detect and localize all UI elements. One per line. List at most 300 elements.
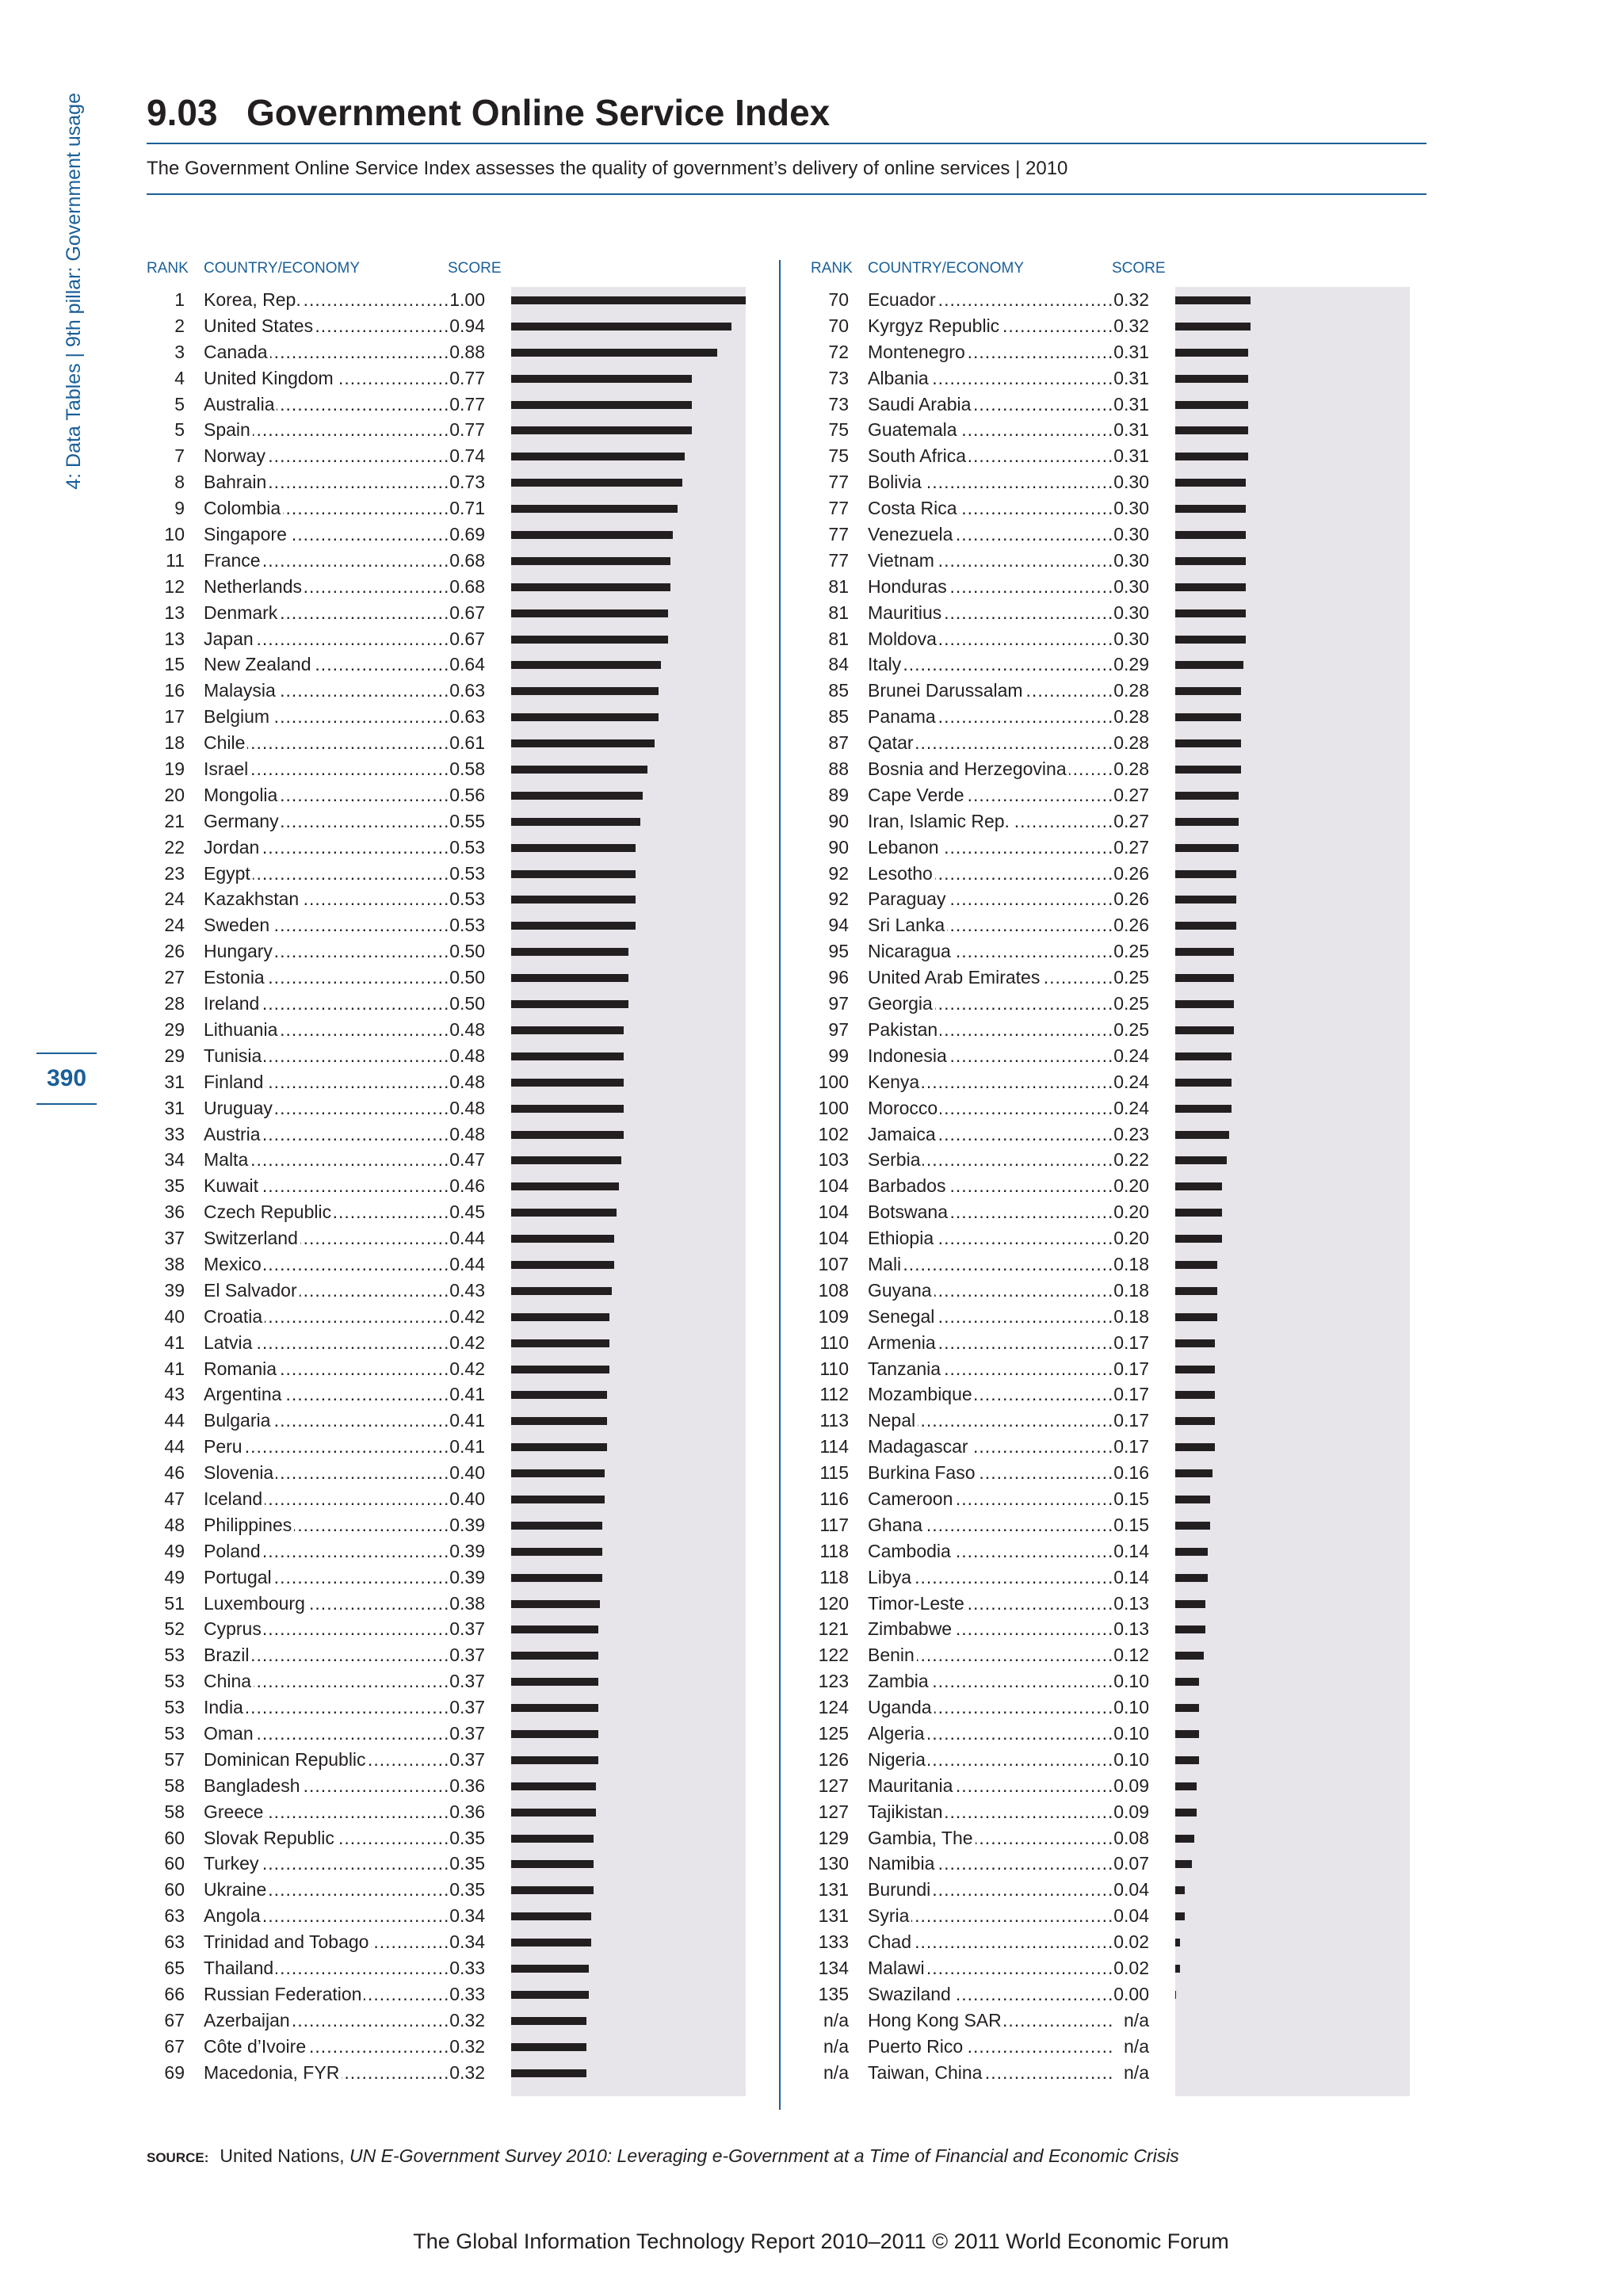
country-name: Portugal [204,1567,274,1587]
score-bar [511,1156,621,1164]
rank-cell: 85 [828,680,849,701]
country-cell [868,938,1148,965]
rank-cell: 113 [819,1410,849,1431]
country-name: Lesotho [868,863,935,884]
country-cell [204,574,483,600]
score-cell: 0.48 [448,1095,485,1121]
rank-cell: 60 [164,1827,185,1848]
score-bar [1175,713,1241,721]
table-row [811,1199,1413,1225]
score-cell: 0.17 [1112,1356,1149,1382]
score-cell: 0.17 [1112,1408,1149,1434]
score-bar [1175,375,1248,383]
rank-cell: 28 [164,993,185,1014]
score-bar [511,1443,607,1451]
score-bar [511,531,673,539]
country-cell [204,1121,483,1148]
column-divider [779,260,781,2110]
score-cell: 0.41 [448,1408,485,1434]
table-row [811,756,1413,782]
table-row [147,1929,749,1955]
score-cell: 0.29 [1112,651,1149,678]
score-bar [511,687,659,695]
rank-cell: 127 [818,1775,849,1796]
score-bar [1175,583,1246,591]
country-name: Morocco [868,1098,940,1118]
page-header [147,89,1426,195]
country-cell [204,469,483,495]
score-bar [511,1209,617,1217]
score-cell: 0.53 [448,912,485,938]
table-row [147,730,749,756]
country-name: Bahrain [204,472,269,492]
country-name: Mozambique [868,1384,975,1404]
table-row [147,1381,749,1408]
rank-cell: 112 [819,1384,849,1405]
rank-cell: 100 [818,1097,849,1118]
country-cell [204,886,483,912]
rank-cell: 63 [164,1905,185,1927]
country-cell [868,1747,1148,1773]
rank-cell: 125 [818,1722,849,1744]
page-subtitle: The Government Online Service Index assesses the quality of government’s delivery of online services | 2010 [147,158,1068,179]
country-cell [204,912,483,938]
rank-cell: 49 [164,1540,185,1561]
score-cell: 0.27 [1112,808,1149,835]
rank-cell: 110 [819,1331,849,1353]
table-row [811,1538,1413,1564]
country-name: Oman [204,1723,256,1744]
score-bar [1175,974,1234,982]
score-bar [511,713,659,721]
country-name: Lithuania [204,1019,280,1040]
country-name: Iran, Islamic Rep. [868,811,1012,831]
country-name: Qatar [868,732,916,753]
country-name: Colombia [204,498,283,518]
table-row [147,287,749,313]
country-cell [204,626,483,652]
country-cell [204,678,483,704]
country-name: Brunei Darussalam [868,680,1025,701]
country-name: Argentina [204,1384,284,1404]
score-bar [511,1105,624,1113]
rank-cell: 133 [818,1931,849,1953]
rank-cell: 11 [166,549,185,571]
country-name: Germany [204,811,281,831]
score-bar [1175,1261,1217,1269]
country-cell [868,521,1148,548]
score-bar [511,349,717,357]
country-name: Bulgaria [204,1410,273,1431]
score-cell: 0.77 [448,417,485,443]
rank-cell: 46 [164,1462,185,1484]
score-cell: 0.35 [448,1825,485,1851]
table-row [811,469,1413,495]
country-name: Israel [204,758,250,779]
country-name: Chad [868,1931,914,1952]
rank-cell: 5 [174,393,185,415]
country-name: Italy [868,654,903,674]
rank-cell: 77 [828,498,849,519]
table-row [811,1095,1413,1121]
table-column-left [147,255,804,2096]
table-row [147,1616,749,1642]
rank-cell: 40 [164,1305,185,1327]
country-name: Sweden [204,915,272,935]
score-cell: 0.42 [448,1356,485,1382]
score-cell: 0.17 [1112,1330,1149,1356]
country-cell [204,313,483,339]
score-bar [1175,296,1251,304]
table-row [811,1616,1413,1642]
rank-cell: 3 [174,341,185,362]
table-row [147,1017,749,1043]
country-cell [204,1199,483,1225]
table-row [811,1877,1413,1903]
country-cell [868,1069,1148,1095]
country-name: Australia [204,394,277,415]
score-bar [511,557,670,565]
rank-cell: 75 [828,445,849,467]
score-cell: 0.28 [1112,678,1149,704]
table-row [147,1173,749,1199]
table-row [147,1199,749,1225]
score-bar [511,1939,591,1946]
table-row [147,2008,749,2034]
table-row [147,417,749,443]
country-name: Canada [204,342,270,362]
country-name: Paraguay [868,888,948,909]
score-cell: 0.30 [1112,521,1149,548]
score-cell: 0.45 [448,1199,485,1225]
rank-cell: 1 [174,289,185,310]
score-cell: 0.53 [448,835,485,861]
score-cell: 0.24 [1112,1043,1149,1069]
rank-cell: 18 [164,732,185,754]
table-row [811,1981,1413,2008]
table-row [147,1069,749,1095]
country-header: COUNTRY/ECONOMY [204,260,361,277]
score-bar [1175,323,1251,330]
country-cell [204,1304,483,1330]
score-bar [1175,1886,1185,1894]
rank-cell: 70 [828,289,849,310]
score-cell: 0.30 [1112,469,1149,495]
table-row [147,1903,749,1929]
score-cell: 0.00 [1112,1981,1149,2008]
rank-cell: 53 [164,1722,185,1744]
score-cell: 0.37 [448,1642,485,1668]
score-bar [511,896,636,904]
country-cell [868,886,1148,912]
table-row [147,678,749,704]
score-bar [511,296,746,304]
country-name: Mali [868,1254,903,1274]
rank-cell: 44 [164,1410,185,1431]
rank-cell: n/a [823,2061,849,2083]
score-cell: 0.18 [1112,1278,1149,1304]
rank-cell: 73 [828,367,849,388]
table-row [811,1486,1413,1512]
score-cell: 0.15 [1112,1486,1149,1512]
table-row [147,1538,749,1564]
country-name: Zimbabwe [868,1618,954,1639]
country-cell [204,1486,483,1512]
table-row [811,730,1413,756]
score-bar [1175,1287,1217,1295]
table-row [811,548,1413,574]
page-footer [0,2227,1623,2256]
table-row [811,1460,1413,1486]
score-bar [1175,1156,1227,1164]
table-row [811,938,1413,965]
country-cell [868,1251,1148,1278]
table-row [811,1356,1413,1382]
score-bar [511,1000,628,1008]
score-cell: 0.33 [448,1981,485,2008]
table-row [811,991,1413,1017]
score-bar [511,1835,594,1843]
country-name: United States [204,315,315,336]
score-bar [511,1417,607,1425]
rank-cell: 53 [164,1697,185,1718]
country-cell [868,2008,1148,2034]
country-cell [868,1173,1148,1199]
rank-cell: 102 [818,1123,849,1144]
score-cell: 0.30 [1112,600,1149,626]
score-bar [1175,1313,1217,1321]
table-row [811,835,1413,861]
country-name: Burundi [868,1879,933,1900]
score-cell: 0.53 [448,886,485,912]
country-cell [204,1877,483,1903]
rank-cell: 53 [164,1671,185,1692]
rank-header: RANK [147,260,189,277]
rank-cell: 100 [818,1071,849,1092]
rank-cell: 60 [164,1879,185,1901]
score-bar [1175,1548,1208,1556]
country-name: Peru [204,1436,245,1457]
rank-cell: 96 [828,967,849,988]
country-cell [204,1173,483,1199]
country-name: Malawi [868,1958,927,1978]
table-row [811,1173,1413,1199]
country-cell [868,1043,1148,1069]
score-bar [1175,1652,1204,1660]
table-row [147,521,749,548]
rank-cell: 22 [164,836,185,858]
rank-cell: n/a [823,2009,849,2030]
country-cell [204,704,483,730]
country-name: Korea, Rep. [204,289,304,310]
table-row [811,704,1413,730]
country-cell [204,1460,483,1486]
score-cell: 0.35 [448,1851,485,1877]
country-name: Mongolia [204,785,280,805]
score-bar [511,818,640,826]
score-cell: 0.24 [1112,1095,1149,1121]
score-bar [1175,687,1241,695]
rank-cell: 24 [164,888,185,910]
table-row [147,443,749,469]
score-cell: 0.48 [448,1043,485,1069]
score-cell: 0.10 [1112,1747,1149,1773]
country-cell [868,1225,1148,1251]
table-row [147,1591,749,1617]
country-name: Jamaica [868,1124,938,1144]
table-row [147,548,749,574]
score-bar [511,1782,596,1790]
country-cell [868,339,1148,365]
score-cell: 0.43 [448,1278,485,1304]
country-cell [868,1330,1148,1356]
table-row [147,2060,749,2086]
table-rows [811,287,1468,2085]
score-cell: 0.25 [1112,991,1149,1017]
country-name: Slovenia [204,1462,276,1483]
country-cell [204,1538,483,1564]
country-name: Bosnia and Herzegovina [868,758,1069,779]
country-cell [868,1903,1148,1929]
score-cell: 0.30 [1112,626,1149,652]
table-row [147,1304,749,1330]
country-cell [868,1929,1148,1955]
country-name: Burkina Faso [868,1462,978,1483]
score-bar [511,922,636,930]
score-bar [511,1052,624,1060]
score-bar [511,453,685,460]
table-row [811,600,1413,626]
score-bar [1175,1443,1215,1451]
score-bar [511,792,643,800]
country-name: New Zealand [204,654,314,674]
score-bar [511,2017,586,2025]
country-cell [204,1069,483,1095]
country-cell [868,861,1148,887]
score-bar [1175,1756,1199,1764]
country-cell [868,417,1148,443]
score-cell: 0.48 [448,1121,485,1148]
country-name: Chile [204,732,247,753]
country-cell [204,521,483,548]
score-cell: 0.08 [1112,1825,1149,1851]
score-bar [511,1131,624,1139]
section-side-label: 4: Data Tables | 9th pillar: Government usage [63,93,85,490]
rank-cell: 122 [818,1645,849,1666]
table-row [147,495,749,521]
country-cell [204,1694,483,1721]
score-bar [511,1391,607,1399]
country-name: Jordan [204,837,262,858]
country-name: Cyprus [204,1618,264,1639]
rank-cell: 38 [164,1253,185,1274]
country-cell [204,495,483,521]
score-cell: 0.73 [448,469,485,495]
score-cell: 0.55 [448,808,485,835]
country-name: Madagascar [868,1436,971,1457]
score-bar [1175,1366,1215,1373]
score-bar [511,1574,602,1582]
score-bar [1175,1730,1199,1738]
table-row [811,1642,1413,1668]
country-name: China [204,1671,254,1691]
rank-cell: 48 [164,1514,185,1535]
score-bar [1175,505,1246,513]
score-bar [511,1522,602,1530]
country-name: Czech Republic [204,1201,334,1222]
score-bar [511,1366,609,1373]
country-name: Cambodia [868,1541,953,1561]
table-row [811,1773,1413,1799]
table-row [811,1747,1413,1773]
score-cell: 0.44 [448,1251,485,1278]
section-number: 9.03 [147,92,218,133]
score-bar [1175,792,1239,800]
country-cell [204,1356,483,1382]
country-cell [204,1773,483,1799]
table-row [147,1825,749,1851]
score-header: SCORE [1112,260,1166,277]
table-row [811,495,1413,521]
rank-cell: 131 [818,1905,849,1927]
country-name: Spain [204,419,253,440]
country-cell [204,1642,483,1668]
rank-cell: 58 [164,1775,185,1796]
score-bar [511,948,628,956]
country-name: Syria [868,1905,911,1926]
country-cell [868,835,1148,861]
country-cell [868,912,1148,938]
rank-cell: 77 [828,472,849,493]
country-cell [204,651,483,678]
rank-cell: 31 [164,1097,185,1118]
score-cell: 0.39 [448,1512,485,1538]
rank-cell: 27 [164,967,185,988]
table-row [147,1486,749,1512]
country-name: Barbados [868,1175,948,1196]
country-cell [204,1095,483,1121]
table-row [811,2008,1413,2034]
country-cell [204,339,483,365]
score-bar [511,1756,598,1764]
score-cell: 0.14 [1112,1538,1149,1564]
score-cell: 0.39 [448,1538,485,1564]
score-bar [1175,1939,1180,1946]
rank-cell: 13 [164,628,185,649]
country-cell [868,1356,1148,1382]
country-cell [868,1616,1148,1642]
country-name: Gambia, The [868,1828,976,1848]
country-name: Russian Federation [204,1984,364,2004]
country-name: Namibia [868,1853,937,1874]
country-name: Thailand [204,1958,276,1978]
score-bar [1175,1835,1194,1843]
rank-cell: 103 [818,1149,849,1171]
score-bar [1175,1105,1232,1113]
score-cell: 0.50 [448,938,485,965]
score-cell: 0.27 [1112,782,1149,808]
country-cell [204,835,483,861]
score-bar [511,426,692,434]
country-cell [868,1564,1148,1591]
score-bar [1175,844,1239,852]
country-name: Côte d’Ivoire [204,2036,308,2057]
country-cell [204,808,483,835]
country-cell [868,730,1148,756]
table-row [147,365,749,392]
score-cell: 0.32 [448,2034,485,2060]
score-bar [511,1730,598,1738]
